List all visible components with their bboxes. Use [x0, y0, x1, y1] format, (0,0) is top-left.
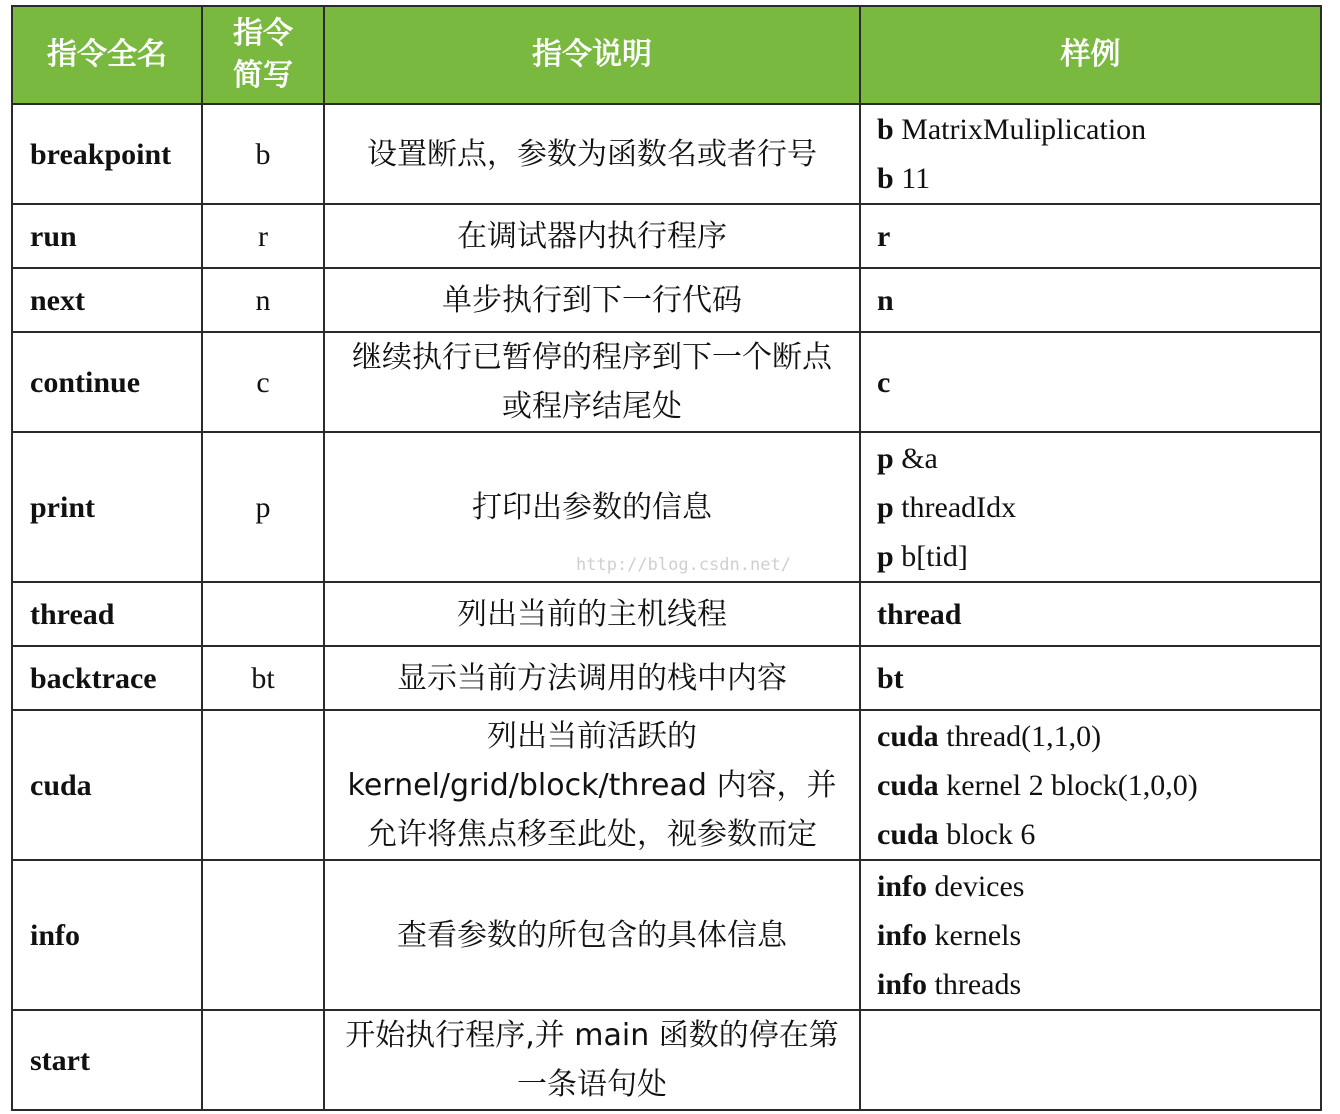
- example-line: [877, 212, 1320, 261]
- header-full-name: 指令全名: [12, 6, 202, 104]
- table-row: [12, 860, 1321, 1010]
- command-description: 开始执行程序,并 main 函数的停在第一条语句处: [324, 1010, 860, 1110]
- example-command: bt: [877, 661, 904, 695]
- table-row: [12, 1010, 1321, 1110]
- example-line: [877, 434, 1320, 483]
- example-line: [877, 276, 1320, 325]
- example-line: [877, 483, 1320, 532]
- command-example: [860, 432, 1321, 582]
- command-full-name: print: [12, 432, 202, 582]
- example-line: [877, 960, 1320, 1009]
- command-short-name: c: [202, 332, 324, 432]
- command-full-name: start: [12, 1010, 202, 1110]
- command-short-name: [202, 860, 324, 1010]
- table-row: [12, 582, 1321, 646]
- example-command: cuda: [877, 817, 939, 851]
- example-arguments: 11: [893, 162, 931, 195]
- example-line: [877, 654, 1320, 703]
- command-example: [860, 268, 1321, 332]
- example-arguments: block 6: [938, 817, 1036, 851]
- example-arguments: &a: [893, 441, 938, 475]
- command-full-name: run: [12, 204, 202, 268]
- command-short-name: [202, 582, 324, 646]
- example-arguments: devices: [927, 869, 1025, 903]
- command-short-name: bt: [202, 646, 324, 710]
- command-example: [860, 710, 1321, 860]
- header-description: 指令说明: [324, 6, 860, 104]
- example-command: b: [877, 113, 894, 146]
- example-command: p: [877, 441, 894, 475]
- command-full-name: info: [12, 860, 202, 1010]
- command-description: 继续执行已暂停的程序到下一个断点或程序结尾处: [324, 332, 860, 432]
- command-description: 打印出参数的信息: [324, 432, 860, 582]
- command-table: [11, 5, 1322, 1111]
- example-command: info: [877, 869, 928, 903]
- example-line: [877, 532, 1320, 581]
- command-full-name: continue: [12, 332, 202, 432]
- command-short-name: [202, 710, 324, 860]
- table-row: [12, 268, 1321, 332]
- table-header-row: [12, 6, 1321, 104]
- command-description: 显示当前方法调用的栈中内容: [324, 646, 860, 710]
- example-command: c: [877, 365, 891, 399]
- example-line: [877, 911, 1320, 960]
- command-short-name: p: [202, 432, 324, 582]
- example-line: [877, 105, 1320, 154]
- example-line: [877, 810, 1320, 859]
- command-example: [860, 332, 1321, 432]
- command-short-name: [202, 1010, 324, 1110]
- example-line: [877, 590, 1320, 639]
- table-row: [12, 432, 1321, 582]
- example-command: p: [877, 490, 894, 524]
- example-command: cuda: [877, 719, 939, 753]
- example-arguments: threads: [927, 967, 1022, 1001]
- example-command: info: [877, 918, 928, 952]
- command-example: [860, 204, 1321, 268]
- command-full-name: breakpoint: [12, 104, 202, 204]
- example-arguments: thread(1,1,0): [938, 719, 1102, 753]
- command-example: [860, 860, 1321, 1010]
- example-command: thread: [877, 597, 962, 631]
- table-row: [12, 104, 1321, 204]
- command-description: 列出当前的主机线程: [324, 582, 860, 646]
- command-full-name: cuda: [12, 710, 202, 860]
- example-arguments: threadIdx: [893, 490, 1017, 524]
- example-line: [877, 358, 1320, 407]
- command-description: 列出当前活跃的kernel/grid/block/thread 内容，并允许将焦点移至此处，视参数而定: [324, 710, 860, 860]
- header-example: 样例: [860, 6, 1321, 104]
- command-short-name: b: [202, 104, 324, 204]
- command-example: [860, 1010, 1321, 1110]
- header-short-name: 指令简写: [202, 6, 324, 104]
- example-arguments: kernel 2 block(1,0,0): [938, 768, 1198, 802]
- watermark: http://blog.csdn.net/: [576, 555, 791, 575]
- example-arguments: MatrixMuliplication: [893, 113, 1147, 146]
- example-command: info: [877, 967, 928, 1001]
- command-example: [860, 646, 1321, 710]
- command-description: 设置断点，参数为函数名或者行号: [324, 104, 860, 204]
- example-command: r: [877, 219, 891, 253]
- command-example: [860, 582, 1321, 646]
- command-full-name: backtrace: [12, 646, 202, 710]
- command-full-name: next: [12, 268, 202, 332]
- command-example: [860, 104, 1321, 204]
- command-short-name: r: [202, 204, 324, 268]
- example-command: cuda: [877, 768, 939, 802]
- table-row: [12, 710, 1321, 860]
- example-command: p: [877, 539, 894, 573]
- example-line: [877, 761, 1320, 810]
- command-full-name: thread: [12, 582, 202, 646]
- table-row: [12, 332, 1321, 432]
- example-line: [877, 862, 1320, 911]
- example-command: n: [877, 283, 894, 317]
- command-short-name: n: [202, 268, 324, 332]
- command-description: 查看参数的所包含的具体信息: [324, 860, 860, 1010]
- table-row: [12, 646, 1321, 710]
- table-row: [12, 204, 1321, 268]
- command-description: 单步执行到下一行代码: [324, 268, 860, 332]
- example-line: [877, 712, 1320, 761]
- command-description: 在调试器内执行程序: [324, 204, 860, 268]
- example-arguments: b[tid]: [893, 539, 968, 573]
- example-command: b: [877, 162, 894, 195]
- example-arguments: kernels: [927, 918, 1022, 952]
- example-line: [877, 154, 1320, 203]
